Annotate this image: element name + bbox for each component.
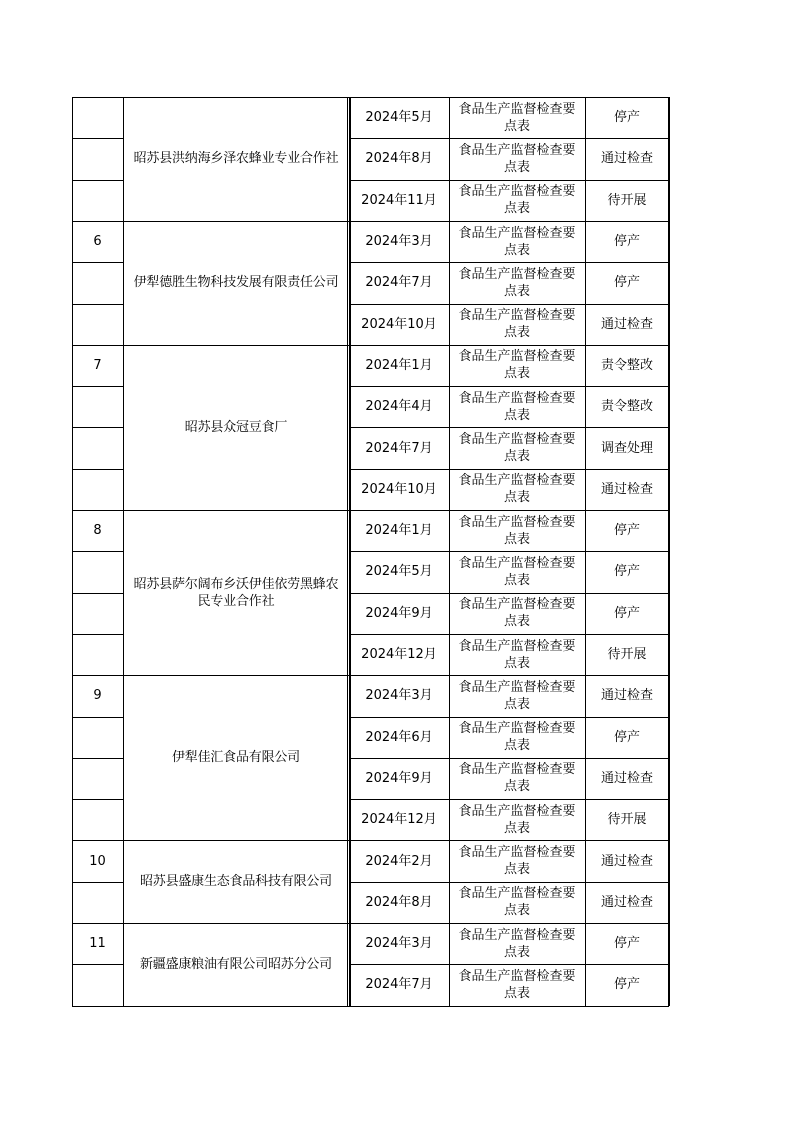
grid-line: [72, 840, 123, 841]
inspection-form: 食品生产监督检查要点表: [458, 142, 576, 175]
grid-line: [349, 345, 669, 346]
grid-line: [349, 840, 669, 841]
grid-line: [349, 304, 669, 305]
inspection-form: 食品生产监督检查要点表: [458, 101, 576, 134]
row-number: [72, 427, 123, 468]
row-number: 10: [89, 853, 106, 869]
row-number: [72, 964, 123, 1005]
inspection-result: 通过检查: [600, 151, 653, 167]
inspection-date: 2024年5月: [365, 110, 433, 126]
grid-line: [349, 923, 669, 924]
row-number: [72, 758, 123, 799]
grid-line: [123, 345, 349, 346]
grid-line: [72, 1006, 123, 1007]
inspection-form: 食品生产监督检查要点表: [458, 845, 576, 878]
grid-line: [349, 180, 669, 181]
inspection-form: 食品生产监督检查要点表: [458, 721, 576, 754]
grid-line: [123, 840, 349, 841]
inspection-date: 2024年8月: [365, 894, 433, 910]
company-name: 伊犁德胜生物科技发展有限责任公司: [133, 275, 339, 291]
inspection-form: 食品生产监督检查要点表: [458, 473, 576, 506]
row-number: 7: [93, 357, 102, 373]
grid-line: [72, 97, 123, 98]
row-number: [72, 304, 123, 345]
inspection-date: 2024年6月: [365, 729, 433, 745]
inspection-result: 责令整改: [600, 399, 653, 415]
inspection-form: 食品生产监督检查要点表: [458, 803, 576, 836]
grid-line: [349, 799, 669, 800]
grid-line: [72, 345, 123, 346]
grid-line: [349, 510, 669, 511]
inspection-form: 食品生产监督检查要点表: [458, 390, 576, 423]
grid-line: [72, 386, 123, 387]
inspection-result: 停产: [613, 729, 640, 745]
inspection-result: 通过检查: [600, 688, 653, 704]
inspection-form: 食品生产监督检查要点表: [458, 184, 576, 217]
grid-line: [349, 551, 669, 552]
inspection-result: 通过检查: [600, 481, 653, 497]
grid-line: [349, 882, 669, 883]
grid-line: [72, 221, 123, 222]
inspection-date: 2024年1月: [365, 523, 433, 539]
row-number: 9: [93, 688, 102, 704]
row-number: [72, 882, 123, 923]
inspection-date: 2024年4月: [365, 399, 433, 415]
inspection-result: 调查处理: [600, 440, 653, 456]
grid-line: [349, 469, 669, 470]
inspection-date: 2024年1月: [365, 357, 433, 373]
inspection-form: 食品生产监督检查要点表: [458, 927, 576, 960]
inspection-form: 食品生产监督检查要点表: [458, 349, 576, 382]
row-number: [72, 717, 123, 758]
company-name: 昭苏县盛康生态食品科技有限公司: [139, 874, 332, 890]
grid-line: [72, 923, 123, 924]
grid-line: [349, 386, 669, 387]
inspection-date: 2024年3月: [365, 936, 433, 952]
row-number: [72, 551, 123, 592]
grid-line: [72, 882, 123, 883]
grid-line: [349, 97, 669, 98]
inspection-date: 2024年11月: [361, 192, 437, 208]
grid-line: [72, 427, 123, 428]
grid-line: [349, 593, 669, 594]
inspection-date: 2024年8月: [365, 151, 433, 167]
row-number: [72, 593, 123, 634]
inspection-result: 通过检查: [600, 894, 653, 910]
inspection-form: 食品生产监督检查要点表: [458, 308, 576, 341]
inspection-form: 食品生产监督检查要点表: [458, 886, 576, 919]
row-number: 6: [93, 234, 102, 250]
inspection-date: 2024年12月: [361, 647, 437, 663]
grid-line: [72, 634, 123, 635]
inspection-date: 2024年9月: [365, 770, 433, 786]
grid-line: [72, 675, 123, 676]
inspection-result: 停产: [613, 936, 640, 952]
inspection-result: 停产: [613, 275, 640, 291]
grid-line: [349, 262, 669, 263]
inspection-result: 待开展: [607, 812, 647, 828]
inspection-date: 2024年2月: [365, 853, 433, 869]
grid-line: [349, 1006, 669, 1007]
grid-line: [349, 427, 669, 428]
inspection-result: 通过检查: [600, 316, 653, 332]
grid-line: [72, 964, 123, 965]
inspection-date: 2024年3月: [365, 234, 433, 250]
company-name: 昭苏县众冠豆食厂: [184, 419, 288, 435]
row-number: [72, 138, 123, 179]
inspection-result: 停产: [613, 605, 640, 621]
inspection-result: 责令整改: [600, 357, 653, 373]
inspection-form: 食品生产监督检查要点表: [458, 597, 576, 630]
grid-line: [349, 758, 669, 759]
inspection-result: 通过检查: [600, 770, 653, 786]
company-name: 新疆盛康粮油有限公司昭苏分公司: [139, 956, 332, 972]
inspection-result: 停产: [613, 977, 640, 993]
grid-line: [123, 675, 349, 676]
inspection-form: 食品生产监督检查要点表: [458, 514, 576, 547]
grid-line: [72, 510, 123, 511]
inspection-form: 食品生产监督检查要点表: [458, 638, 576, 671]
inspection-date: 2024年5月: [365, 564, 433, 580]
grid-line: [72, 180, 123, 181]
inspection-result: 停产: [613, 564, 640, 580]
grid-line: [72, 717, 123, 718]
inspection-result: 停产: [613, 523, 640, 539]
row-number: [72, 262, 123, 303]
row-number: [72, 386, 123, 427]
inspection-date: 2024年3月: [365, 688, 433, 704]
inspection-date: 2024年7月: [365, 440, 433, 456]
grid-line: [123, 221, 349, 222]
row-number: 8: [93, 523, 102, 539]
grid-line: [349, 138, 669, 139]
row-number: [72, 799, 123, 840]
row-number: [72, 634, 123, 675]
grid-line: [349, 717, 669, 718]
inspection-form: 食品生产监督检查要点表: [458, 679, 576, 712]
grid-line: [123, 1006, 349, 1007]
row-number: [72, 469, 123, 510]
inspection-result: 待开展: [607, 647, 647, 663]
inspection-date: 2024年7月: [365, 275, 433, 291]
grid-line: [123, 97, 124, 1006]
grid-line: [72, 758, 123, 759]
row-number: [72, 97, 123, 138]
inspection-date: 2024年10月: [361, 316, 437, 332]
company-name: 伊犁佳汇食品有限公司: [171, 750, 300, 766]
grid-line: [349, 634, 669, 635]
row-number: 11: [89, 936, 106, 952]
inspection-form: 食品生产监督检查要点表: [458, 432, 576, 465]
grid-line: [349, 221, 669, 222]
row-number: [72, 180, 123, 221]
grid-line: [349, 964, 669, 965]
grid-line: [347, 97, 348, 1006]
company-name: 昭苏县萨尔阔布乡沃伊佳依劳黑蜂农民专业合作社: [133, 576, 339, 609]
grid-line: [72, 304, 123, 305]
grid-line: [72, 262, 123, 263]
inspection-date: 2024年10月: [361, 481, 437, 497]
inspection-result: 通过检查: [600, 853, 653, 869]
inspection-form: 食品生产监督检查要点表: [458, 266, 576, 299]
grid-line: [349, 675, 669, 676]
inspection-form: 食品生产监督检查要点表: [458, 555, 576, 588]
inspection-result: 停产: [613, 110, 640, 126]
grid-line: [123, 510, 349, 511]
inspection-form: 食品生产监督检查要点表: [458, 762, 576, 795]
grid-line: [72, 469, 123, 470]
inspection-date: 2024年9月: [365, 605, 433, 621]
grid-line: [123, 97, 349, 98]
inspection-date: 2024年12月: [361, 812, 437, 828]
grid-line: [123, 923, 349, 924]
grid-line: [72, 799, 123, 800]
grid-line: [72, 551, 123, 552]
inspection-result: 待开展: [607, 192, 647, 208]
inspection-result: 停产: [613, 234, 640, 250]
grid-line: [72, 138, 123, 139]
company-name: 昭苏县洪纳海乡泽农蜂业专业合作社: [133, 151, 339, 167]
inspection-form: 食品生产监督检查要点表: [458, 225, 576, 258]
inspection-date: 2024年7月: [365, 977, 433, 993]
grid-line: [72, 593, 123, 594]
inspection-form: 食品生产监督检查要点表: [458, 968, 576, 1001]
